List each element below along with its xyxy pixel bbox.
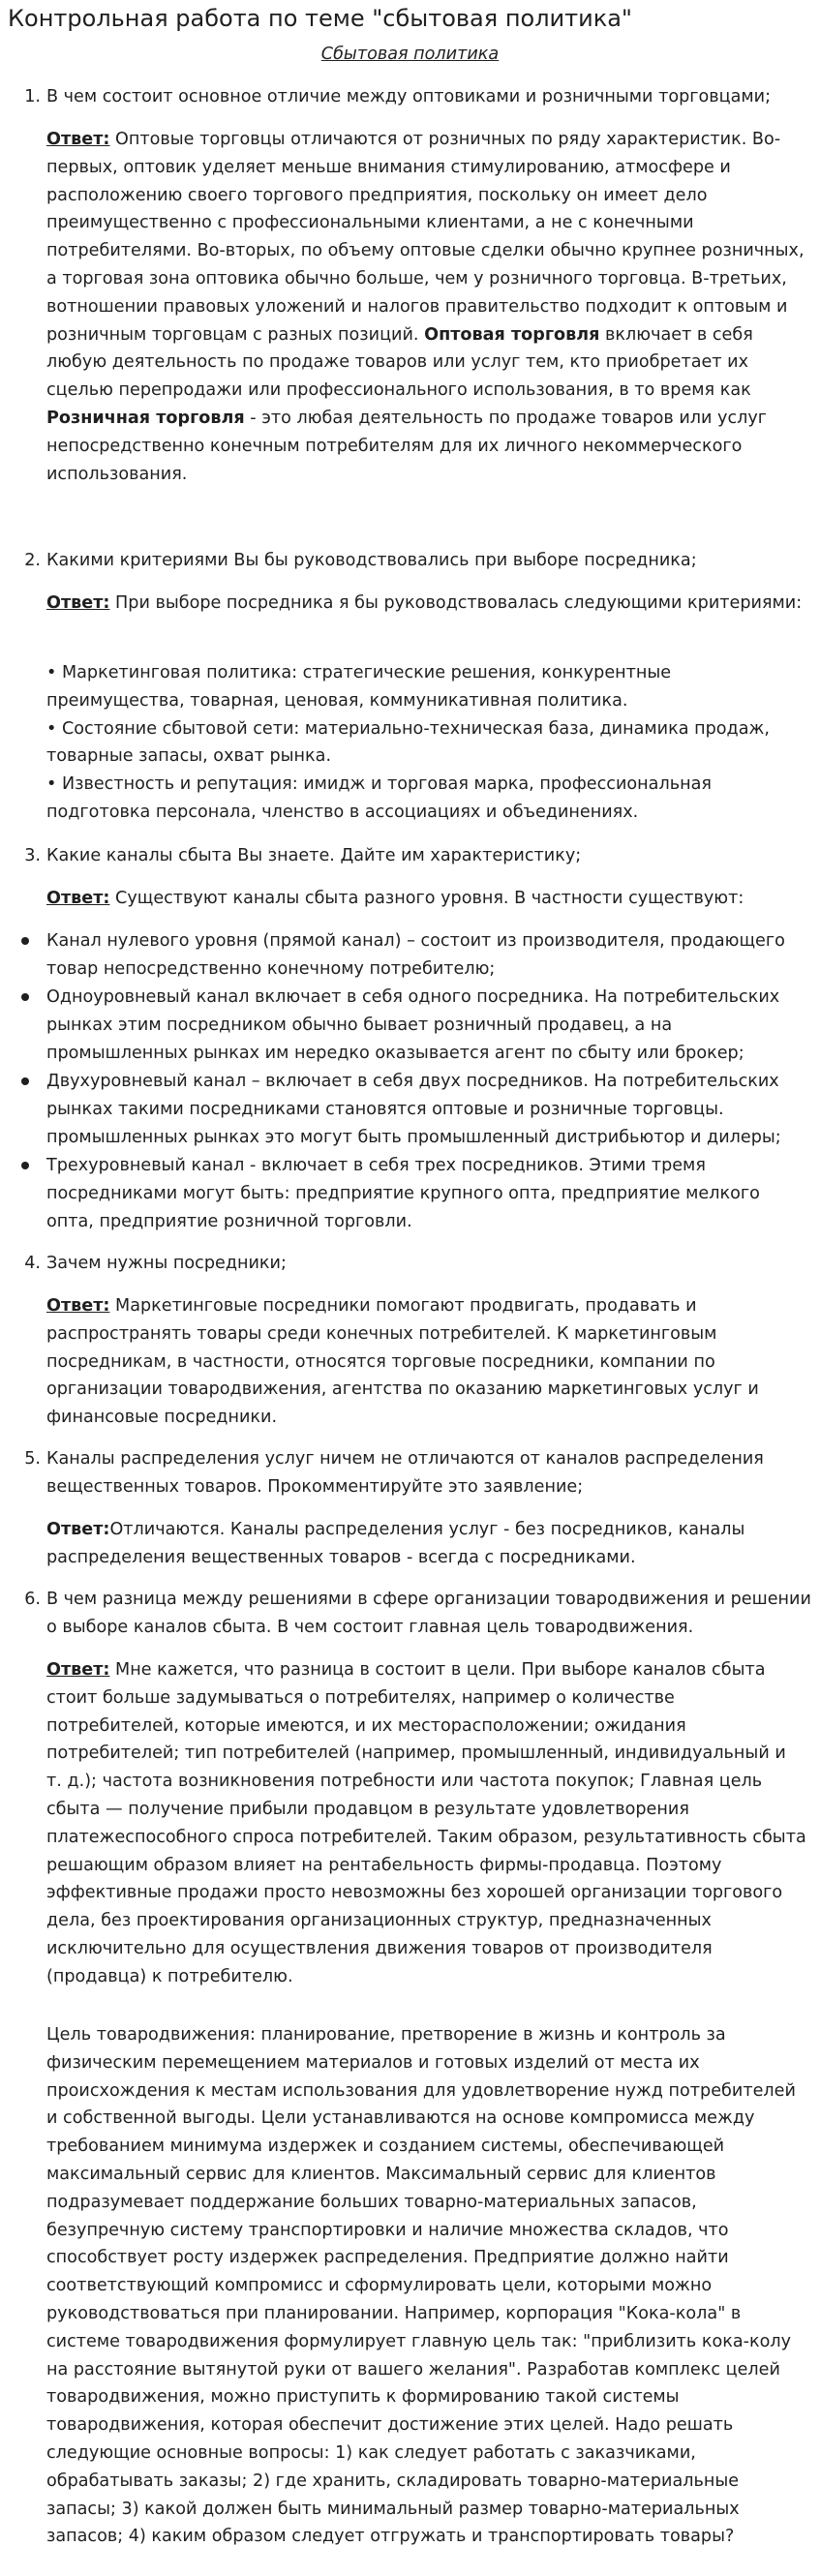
answer-label: Ответ: — [46, 1660, 110, 1680]
answer-6 — [46, 1656, 806, 1991]
answer-6-continued: Цель товародвижения: планирование, претворение в жизнь и контроль за физическим перемещением материалов и готовых изделий от места их происхождения к местам использования для удовлетворение нужд потребителей и собственной выгоды. Цели устанавливаются на основе компромисса между требованием минимума издержек и созданием системы, обеспечивающей максимальный сервис для клиентов. Максимальный сервис для клиентов подразумевает поддержание больших товарно-материальных запасов, безупречную систему транспортировки и наличие множества складов, что способствует росту издержек распределения. Предприятие должно найти соответствующий компромисс и сформулировать цели, которыми можно руководствоваться при планировании. Например, корпорация "Кока-кола" в системе товародвижения формулирует главную цель так: "приблизить кока-колу на расстояние вытянутой руки от вашего желания". Разработав комплекс целей товародвижения, можно приступить к формированию такой системы товародвижения, которая обеспечит достижение этих целей. Надо решать следующие основные вопросы: 1) как следует работать с заказчиками, обрабатывать заказы; 2) где хранить, складировать товарно-материальные запасы; 3) какой должен быть минимальный размер товарно-материальных запасов; 4) каким образом следует отгружать и транспортировать товары? — [46, 2025, 796, 2547]
question-text: В чем разница между решениями в сфере организации товародвижения и решении о выборе каналов сбыта. В чем состоит главная цель товародвижения. — [46, 1590, 811, 1637]
answer-label: Ответ: — [46, 1520, 110, 1539]
criteria-list — [46, 659, 806, 827]
list-item: • Состояние сбытовой сети: материально-техническая база, динамика продаж, товарные запасы, охват рынка. — [46, 718, 770, 767]
list-item — [46, 927, 806, 984]
answer-4 — [46, 1292, 806, 1432]
answer-text: Существуют каналы сбыта разного уровня. В частности существуют: — [109, 889, 744, 908]
answer-text: включает в себя любую деятельность по продаже товаров или услуг тем, кто приобретает их сцелью перепродажи или профессионального использования, в то время как — [46, 324, 753, 401]
list-item-text: Двухуровневый канал – включает в себя двух посредников. На потребительских рынках такими посредниками становятся оптовые и розничные торговцы. промышленных рынках это могут быть промышленный дистрибьютор и дилеры; — [46, 1072, 781, 1147]
bullet-icon — [21, 1077, 29, 1085]
list-item-text: Канал нулевого уровня (прямой канал) – состоит из производителя, продающего товар непосредственно конечному потребителю; — [46, 931, 785, 979]
list-item — [46, 1152, 806, 1235]
document-subtitle: Сбытовая политика — [320, 45, 500, 64]
answer-text: Отличаются. Каналы распределения услуг - без посредников, каналы распределения вещественных товаров - всегда с посредниками. — [46, 1520, 745, 1567]
question-text: Какими критериями Вы бы руководствовались при выборе посредника; — [46, 551, 697, 570]
bullet-icon — [21, 1162, 29, 1169]
question-text: Каналы распределения услуг ничем не отличаются от каналов распределения вещественных товаров. Прокомментируйте это заявление; — [46, 1449, 764, 1497]
answer-text: При выборе посредника я бы руководствовалась следующими критериями: — [109, 593, 803, 613]
answer-label: Ответ: — [46, 593, 110, 613]
answer-label: Ответ: — [46, 1296, 110, 1316]
bullet-icon — [21, 937, 29, 945]
question-number: 5. — [24, 1449, 41, 1469]
list-item — [46, 984, 806, 1067]
answer-text: Мне кажется, что разница в состоит в цели. При выборе каналов сбыта стоит больше задумываться о потребителях, например о количестве потребителей, которые имеются, и их месторасположении; ожидания потребителей; тип потребителей (например, промышленный, индивидуальный и т. д.); частота возникновения потребности или частота покупок; Главная цель сбыта — получение прибыли продавцом в результате удовлетворения платежеспособного спроса потребителей. Таким образом, результативность сбыта решающим образом влияет на рентабельность фирмы-продавца. Поэтому эффективные продажи просто невозможны без хорошей организации торгового дела, без проектирования организационных структур, предназначенных исключительно для осуществления движения товаров от производителя (продавца) к потребителю. — [46, 1660, 806, 1986]
question-text: Зачем нужны посредники; — [46, 1254, 287, 1273]
answer-text: - это любая деятельность по продаже товаров или услуг непосредственно конечным потребителям для их личного некоммерческого использования. — [46, 408, 768, 484]
term-wholesale: Оптовая торговля — [424, 324, 600, 345]
answer-label: Ответ: — [46, 889, 110, 908]
question-number: 6. — [24, 1590, 41, 1609]
answer-text: Маркетинговые посредники помогают продвигать, продавать и распространять товары среди конечных потребителей. К маркетинговым посредникам, в частности, относятся торговые посредники, компании по организации товародвижения, агентства по оказанию маркетинговых услуг и финансовые посредники. — [46, 1296, 759, 1428]
answer-5 — [46, 1516, 806, 1572]
list-item: • Известность и репутация: имидж и торговая марка, профессиональная подготовка персонала, членство в ассоциациях и объединениях. — [46, 774, 712, 822]
list-item-text: Одноуровневый канал включает в себя одного посредника. На потребительских рынках этим посредником обычно бывает розничный продавец, а на промышленных рынках им нередко оказывается агент по сбыту или брокер; — [46, 987, 780, 1063]
list-item — [46, 1068, 806, 1151]
term-retail: Розничная торговля — [46, 408, 245, 428]
document-title: Контрольная работа по теме "сбытовая политика" — [8, 5, 632, 32]
bullet-icon — [21, 993, 29, 1001]
question-number: 2. — [24, 551, 41, 570]
answer-1 — [46, 126, 806, 488]
question-text: Какие каналы сбыта Вы знаете. Дайте им характеристику; — [46, 846, 582, 865]
question-text: В чем состоит основное отличие между оптовиками и розничными торговцами; — [46, 87, 772, 106]
answer-2 — [46, 590, 806, 618]
answer-3 — [46, 885, 806, 913]
question-number: 1. — [24, 87, 41, 106]
question-number: 3. — [24, 846, 41, 865]
question-number: 4. — [24, 1254, 41, 1273]
list-item: • Маркетинговая политика: стратегические решения, конкурентные преимущества, товарная, ценовая, коммуникативная политика. — [46, 663, 672, 711]
answer-text: Оптовые торговцы отличаются от розничных по ряду характеристик. Во-первых, оптовик уделяет меньше внимания стимулированию, атмосфере и расположению своего торгового предприятия, поскольку он имеет дело преимущественно с профессиональными клиентами, а не с конечными потребителями. Во-вторых, по объему оптовые сделки обычно крупнее розничных, а торговая зона оптовика обычно больше, чем у розничного торговца. В-третьих, вотношении правовых уложений и налогов правительство подходит к оптовым и розничным торговцам с разных позиций. — [46, 130, 805, 345]
answer-label: Ответ: — [46, 130, 110, 149]
list-item-text: Трехуровневый канал - включает в себя трех посредников. Этими тремя посредниками могут быть: предприятие крупного опта, предприятие мелкого опта, предприятие розничной торговли. — [46, 1156, 760, 1231]
